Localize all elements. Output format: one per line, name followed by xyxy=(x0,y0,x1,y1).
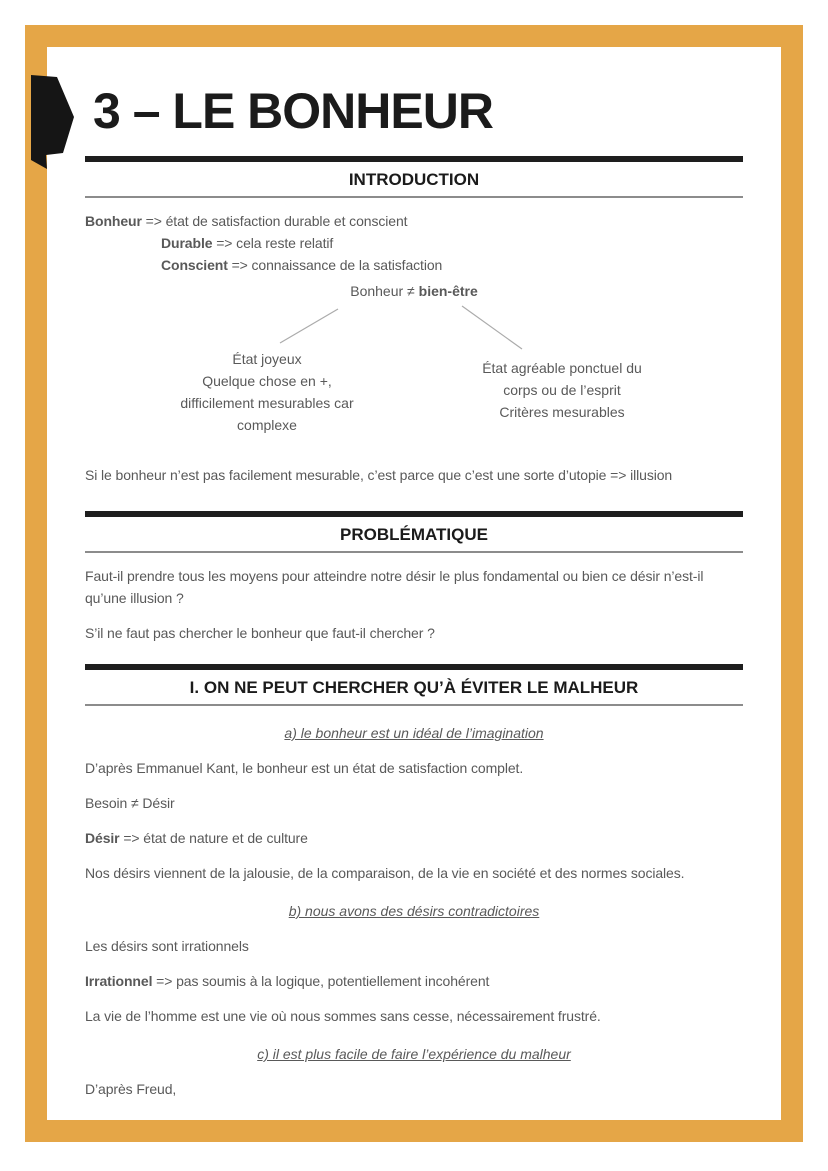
definition-text: => cela reste relatif xyxy=(216,235,334,251)
diagram-left-line: Quelque chose en +, xyxy=(202,373,332,389)
question-2: S’il ne faut pas chercher le bonheur que faut-il chercher ? xyxy=(85,625,435,641)
section-header-introduction xyxy=(85,156,743,198)
term-conscient: Conscient xyxy=(161,257,228,273)
definition-durable xyxy=(85,232,743,254)
part1-body xyxy=(85,722,743,1100)
diagram-center-plain: Bonheur ≠ xyxy=(350,283,419,299)
diagram-left-line: État joyeux xyxy=(232,351,302,367)
definition-text: => pas soumis à la logique, potentiellement incohérent xyxy=(156,973,490,989)
diagram-left-line: difficilement mesurables car xyxy=(180,395,354,411)
diagram-right-line: État agréable ponctuel du xyxy=(482,360,642,376)
term-desir: Désir xyxy=(85,830,120,846)
section-header-part1 xyxy=(85,664,743,706)
introduction-body xyxy=(85,210,743,486)
term-durable: Durable xyxy=(161,235,213,251)
introduction-conclusion: Si le bonheur n’est pas facilement mesurable, c’est parce que c’est une sorte d’utopie => illusion xyxy=(85,467,673,483)
paragraph-besoin-desir: Besoin ≠ Désir xyxy=(85,795,175,811)
diagram-left-line: complexe xyxy=(237,417,297,433)
section-heading-part1: I. ON NE PEUT CHERCHER QU’À ÉVITER LE MALHEUR xyxy=(189,678,639,697)
diagram-left-branch xyxy=(142,348,392,436)
definition-desir xyxy=(85,827,743,849)
definition-irrationnel xyxy=(85,970,743,992)
diagram-right-line: corps ou de l’esprit xyxy=(503,382,621,398)
definition-text: => état de satisfaction durable et conscient xyxy=(145,213,408,229)
section-heading-problematique: PROBLÉMATIQUE xyxy=(340,525,488,544)
paragraph-desirs-irrationnels: Les désirs sont irrationnels xyxy=(85,938,249,954)
paragraph-kant: D’après Emmanuel Kant, le bonheur est un état de satisfaction complet. xyxy=(85,760,524,776)
paragraph-normes-sociales: Nos désirs viennent de la jalousie, de la comparaison, de la vie en société et des normes sociales. xyxy=(85,865,685,881)
notes-content xyxy=(47,85,781,1100)
subsection-a-title: a) le bonheur est un idéal de l’imagination xyxy=(284,725,544,741)
problematique-body xyxy=(85,565,743,644)
subsection-c-title: c) il est plus facile de faire l’expérience du malheur xyxy=(257,1046,571,1062)
diagram-right-branch xyxy=(437,357,687,423)
definition-bonheur xyxy=(85,210,743,232)
diagram-right-line: Critères mesurables xyxy=(499,404,625,420)
section-heading-introduction: INTRODUCTION xyxy=(348,170,480,189)
paragraph-frustration: La vie de l’homme est une vie où nous sommes sans cesse, nécessairement frustré. xyxy=(85,1008,601,1024)
term-bonheur: Bonheur xyxy=(85,213,142,229)
paragraph-freud: D’après Freud, xyxy=(85,1081,177,1097)
bookmark-ribbon-icon xyxy=(29,72,75,172)
question-1: Faut-il prendre tous les moyens pour atteindre notre désir le plus fondamental ou bien ce désir n’est-il qu’une illusion ? xyxy=(85,568,704,606)
bonheur-vs-bienetre-diagram xyxy=(85,280,743,440)
page-title: 3 – LE BONHEUR xyxy=(93,83,493,139)
term-irrationnel: Irrationnel xyxy=(85,973,153,989)
page-content-area xyxy=(25,25,803,1142)
definition-text: => état de nature et de culture xyxy=(123,830,308,846)
definition-text: => connaissance de la satisfaction xyxy=(231,257,443,273)
diagram-center-bold: bien-être xyxy=(418,283,478,299)
subsection-b-title: b) nous avons des désirs contradictoires xyxy=(288,903,540,919)
section-header-problematique xyxy=(85,511,743,553)
definition-conscient xyxy=(85,254,743,276)
